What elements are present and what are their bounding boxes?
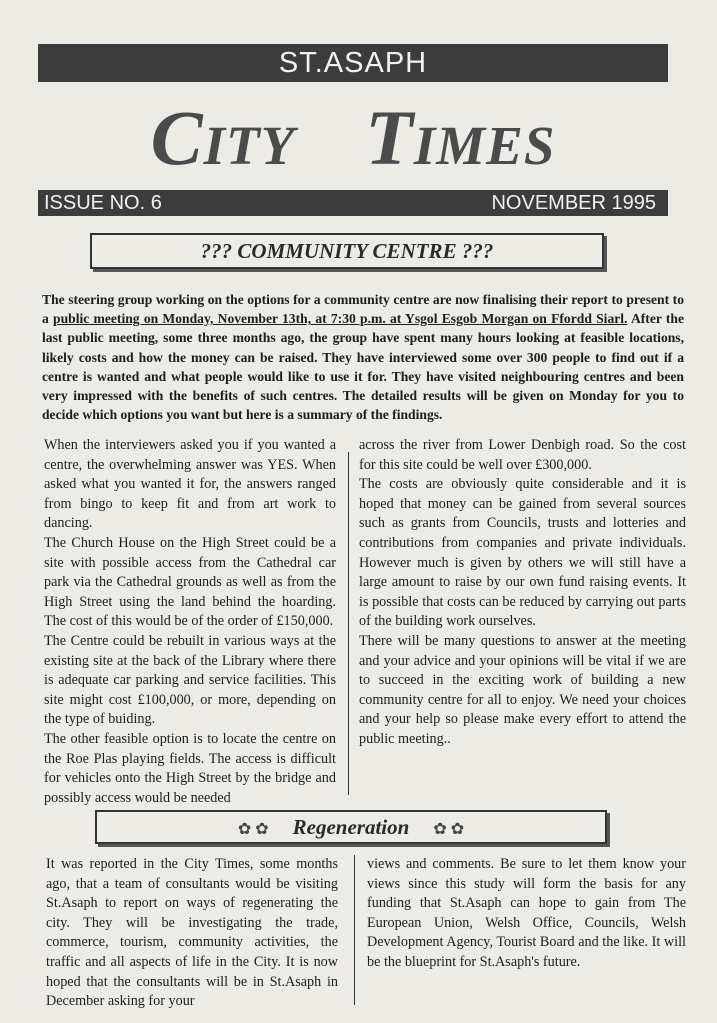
- paragraph: The Centre could be rebuilt in various ways at the existing site at the back of the Library where there is adequate car parking and service facilities. This site might cost £100,000, or more, depending on the type of buiding.: [44, 632, 336, 728]
- masthead-title-word2: Times: [365, 94, 556, 181]
- paragraph: There will be many questions to answer at the meeting and your advice and your opinions will be vital if we are to succeed in the exciting work of building a new community centre for all to enjoy. We need your choices and your help so please make every effort to attend the public meeting..: [359, 632, 686, 747]
- community-centre-intro: [42, 290, 684, 424]
- flower-ornament-icon: ✿ ✿: [433, 821, 465, 838]
- community-centre-heading-text: ??? COMMUNITY CENTRE ???: [200, 239, 494, 263]
- paragraph: The Church House on the High Street could be a site with possible access from the Cathedral car park via the Cathedral grounds as well as from the High Street using the land behind the hoarding. The cost of this would be of the order of £150,000.: [44, 534, 336, 630]
- community-centre-column-1: [44, 436, 336, 808]
- column-divider: [348, 452, 349, 795]
- intro-text-part2: After the last public meeting, some three months ago, the group have spent many hours looking at feasible locations, likely costs and how the money can be raised. They have interviewed some over 300 people to find out if a centre is wanted and what people would like to use it for. They have visited neighbouring centres and been very impressed with the benefits of such centres. The detailed results will be given on Monday for you to decide which options you want but here is a summary of the findings.: [42, 311, 684, 423]
- regeneration-column-2: [367, 855, 686, 973]
- masthead-title-word1: City: [150, 94, 296, 181]
- paragraph: The costs are obviously quite considerable and it is hoped that money can be gained from several sources such as grants from Councils, trusts and lotteries and contributions from companies and private individuals. However much is given by others we will still have a large amount to raise by our own fund raising events. It is possible that costs can be reduced by carrying out parts of the building work ourselves.: [359, 476, 686, 630]
- intro-meeting-details: public meeting on Monday, November 13th, at 7:30 p.m. at Ysgol Esgob Morgan on Ffordd Siarl.: [53, 311, 628, 327]
- paragraph: views and comments. Be sure to let them know your views since this study will form the basis for any funding that St.Asaph can hope to gain from The European Union, Welsh Office, Councils, Welsh Development Agency, Tourist Board and the like. It will be the blueprint for St.Asaph's future.: [367, 856, 686, 970]
- community-centre-column-2: [359, 436, 686, 750]
- masthead-title: [38, 92, 668, 184]
- column-divider: [354, 855, 355, 1005]
- intro-text-part1: The steering group working on the options for a community centre are now finalising their report to present to a: [42, 292, 684, 327]
- regeneration-column-1: [46, 855, 338, 1012]
- paragraph: It was reported in the City Times, some months ago, that a team of consultants would be visiting St.Asaph to report on ways of regenerating the city. They will be investigating the trade, commerce, tourism, community activities, the traffic and all aspects of life in the City. It is now hoped that the consultants will be in St.Asaph in December asking for your: [46, 856, 338, 1010]
- regeneration-heading-text: Regeneration: [292, 815, 410, 839]
- regeneration-heading: [95, 810, 607, 844]
- flower-ornament-icon: ✿ ✿: [237, 821, 269, 838]
- issue-bar: [38, 190, 668, 216]
- issue-number: ISSUE NO. 6: [44, 192, 162, 214]
- issue-date: NOVEMBER 1995: [491, 192, 656, 214]
- masthead-top-bar: [38, 44, 668, 82]
- community-centre-heading: [90, 233, 604, 269]
- paragraph: The other feasible option is to locate the centre on the Roe Plas playing fields. The access is difficult for vehicles onto the High Street by the bridge and possibly access would be needed: [44, 730, 336, 806]
- paragraph: across the river from Lower Denbigh road. So the cost for this site could be well over £300,000.: [359, 437, 686, 473]
- paragraph: When the interviewers asked you if you wanted a centre, the overwhelming answer was YES. When asked what you wanted it for, the answers ranged from bingo to keep fit and from art work to dancing.: [44, 437, 336, 532]
- masthead-city: ST.ASAPH: [278, 47, 428, 79]
